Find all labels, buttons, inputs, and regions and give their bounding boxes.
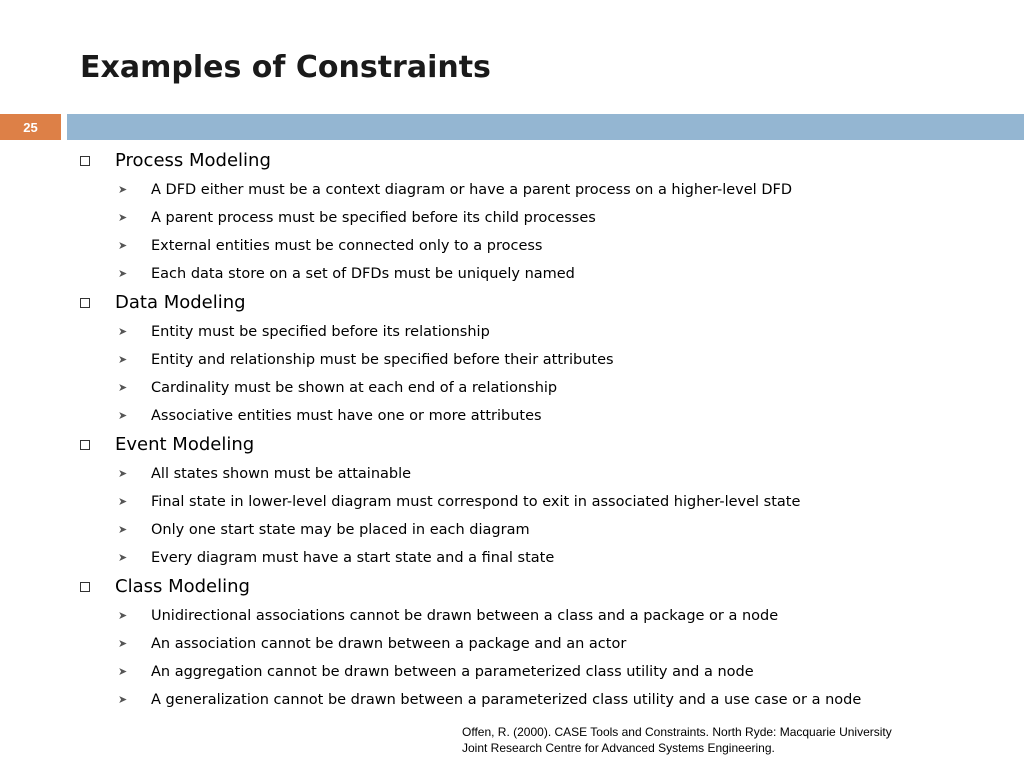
square-bullet-icon (80, 440, 90, 450)
square-bullet-icon (80, 298, 90, 308)
arrow-bullet-icon: ➤ (118, 381, 128, 394)
arrow-bullet-icon: ➤ (118, 523, 128, 536)
arrow-bullet-icon: ➤ (118, 353, 128, 366)
arrow-bullet-icon: ➤ (118, 665, 128, 678)
section-event-modeling (0, 430, 1024, 572)
slide-title: Examples of Constraints (80, 50, 491, 85)
arrow-bullet-icon: ➤ (118, 609, 128, 622)
citation (462, 724, 1002, 756)
list-item: ➤ Every diagram must have a start state and a final state (0, 544, 1024, 572)
list-item: ➤ A parent process must be specified before its child processes (0, 204, 1024, 232)
section-data-modeling (0, 288, 1024, 430)
section-heading: Event Modeling (115, 434, 255, 455)
arrow-bullet-icon: ➤ (118, 325, 128, 338)
list-item: ➤ Unidirectional associations cannot be drawn between a class and a package or a node (0, 602, 1024, 630)
arrow-bullet-icon: ➤ (118, 183, 128, 196)
citation-line: Offen, R. (2000). CASE Tools and Constraints. North Ryde: Macquarie University (462, 725, 892, 739)
arrow-bullet-icon: ➤ (118, 495, 128, 508)
list-item: ➤ Final state in lower-level diagram must correspond to exit in associated higher-level state (0, 488, 1024, 516)
section-heading: Class Modeling (115, 576, 250, 597)
arrow-bullet-icon: ➤ (118, 409, 128, 422)
list-item: ➤ A generalization cannot be drawn between a parameterized class utility and a use case or a node (0, 686, 1024, 714)
header-band (67, 114, 1024, 140)
bullet-list (0, 146, 1024, 714)
arrow-bullet-icon: ➤ (118, 637, 128, 650)
section-class-modeling (0, 572, 1024, 714)
list-item: ➤ Entity and relationship must be specified before their attributes (0, 346, 1024, 374)
list-item: ➤ Entity must be specified before its relationship (0, 318, 1024, 346)
arrow-bullet-icon: ➤ (118, 239, 128, 252)
list-item: ➤ Only one start state may be placed in each diagram (0, 516, 1024, 544)
section-process-modeling (0, 146, 1024, 288)
arrow-bullet-icon: ➤ (118, 267, 128, 280)
citation-line: Joint Research Centre for Advanced Systems Engineering. (462, 741, 775, 755)
list-item: ➤ Associative entities must have one or more attributes (0, 402, 1024, 430)
page-number-badge: 25 (0, 114, 61, 140)
list-item: ➤ Each data store on a set of DFDs must be uniquely named (0, 260, 1024, 288)
arrow-bullet-icon: ➤ (118, 211, 128, 224)
list-item: ➤ External entities must be connected only to a process (0, 232, 1024, 260)
section-heading: Process Modeling (115, 150, 271, 171)
arrow-bullet-icon: ➤ (118, 467, 128, 480)
list-item: ➤ All states shown must be attainable (0, 460, 1024, 488)
list-item: ➤ Cardinality must be shown at each end of a relationship (0, 374, 1024, 402)
list-item: ➤ A DFD either must be a context diagram or have a parent process on a higher-level DFD (0, 176, 1024, 204)
arrow-bullet-icon: ➤ (118, 693, 128, 706)
list-item: ➤ An aggregation cannot be drawn between a parameterized class utility and a node (0, 658, 1024, 686)
arrow-bullet-icon: ➤ (118, 551, 128, 564)
section-heading: Data Modeling (115, 292, 246, 313)
list-item: ➤ An association cannot be drawn between a package and an actor (0, 630, 1024, 658)
square-bullet-icon (80, 582, 90, 592)
square-bullet-icon (80, 156, 90, 166)
